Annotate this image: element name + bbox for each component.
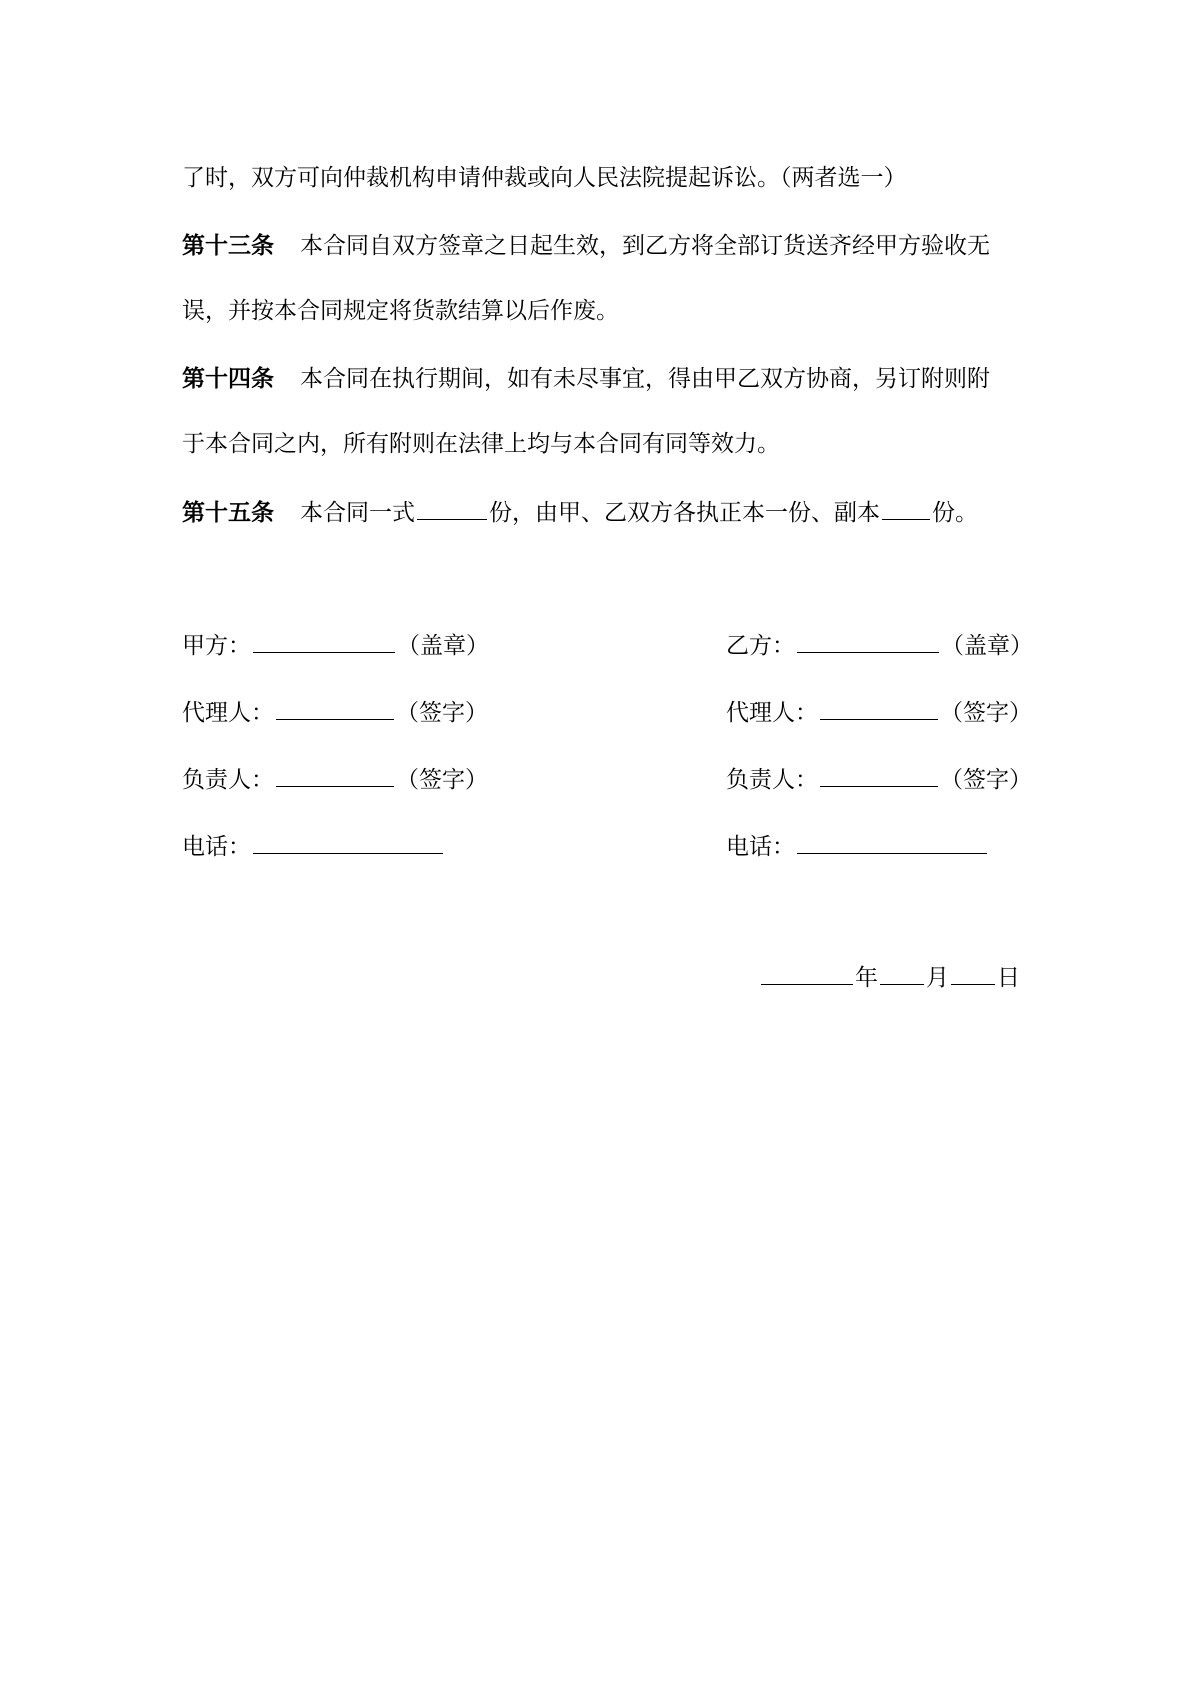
party-a-phone-blank	[253, 831, 443, 854]
article-13-text-2: 误，并按本合同规定将货款结算以后作废。	[182, 298, 619, 324]
article-14-number: 第十四条	[182, 366, 274, 392]
date-year-blank	[761, 962, 853, 985]
article-15-text-3: 份。	[932, 500, 978, 526]
article-14-text-2: 于本合同之内，所有附则在法律上均与本合同有同等效力。	[182, 431, 780, 457]
party-a-head-row	[182, 764, 488, 795]
article-14-line-1	[182, 364, 990, 394]
party-b-phone-blank	[797, 831, 987, 854]
article-13-line-2	[182, 296, 619, 326]
party-a-head-blank	[276, 764, 394, 787]
party-b-head-note: （签字）	[940, 767, 1032, 793]
date-year-label: 年	[855, 965, 878, 991]
party-b-agent-blank	[820, 697, 938, 720]
copies-total-blank	[417, 497, 487, 520]
article-15-text-1: 本合同一式	[300, 500, 415, 526]
party-b-agent-row	[726, 697, 1032, 728]
article-13-number: 第十三条	[182, 233, 274, 259]
party-a-agent-note: （签字）	[396, 700, 488, 726]
party-b-head-label: 负责人：	[726, 767, 818, 793]
party-a-blank	[253, 630, 395, 653]
article-15-number: 第十五条	[182, 500, 274, 526]
party-a-phone-row	[182, 831, 445, 862]
party-a-note: （盖章）	[397, 633, 489, 659]
party-a-agent-blank	[276, 697, 394, 720]
date-row	[759, 962, 1020, 993]
party-b-agent-label: 代理人：	[726, 700, 818, 726]
party-a-label: 甲方：	[182, 633, 251, 659]
party-b-phone-row	[726, 831, 989, 862]
article-14-text-1: 本合同在执行期间，如有未尽事宜，得由甲乙双方协商，另订附则附	[300, 366, 990, 392]
article-15-text-2: 份，由甲、乙双方各执正本一份、副本	[489, 500, 880, 526]
party-b-label: 乙方：	[726, 633, 795, 659]
article-13-text-1: 本合同自双方签章之日起生效，到乙方将全部订货送齐经甲方验收无	[300, 233, 990, 259]
party-b-row	[726, 630, 1033, 661]
party-b-phone-label: 电话：	[726, 834, 795, 860]
party-a-agent-row	[182, 697, 488, 728]
party-b-head-row	[726, 764, 1032, 795]
paragraph-continuation	[182, 163, 907, 193]
article-13-line-1	[182, 231, 990, 261]
party-b-head-blank	[820, 764, 938, 787]
party-b-blank	[797, 630, 939, 653]
party-a-head-label: 负责人：	[182, 767, 274, 793]
party-a-phone-label: 电话：	[182, 834, 251, 860]
date-day-blank	[951, 962, 995, 985]
date-month-blank	[880, 962, 924, 985]
date-day-label: 日	[997, 965, 1020, 991]
party-a-row	[182, 630, 489, 661]
party-a-head-note: （签字）	[396, 767, 488, 793]
paragraph-text: 了时，双方可向仲裁机构申请仲裁或向人民法院提起诉讼。（两者选一）	[182, 165, 907, 191]
article-15-line	[182, 497, 978, 528]
party-b-note: （盖章）	[941, 633, 1033, 659]
article-14-line-2	[182, 429, 780, 459]
date-month-label: 月	[926, 965, 949, 991]
copies-duplicate-blank	[882, 497, 930, 520]
party-a-agent-label: 代理人：	[182, 700, 274, 726]
party-b-agent-note: （签字）	[940, 700, 1032, 726]
